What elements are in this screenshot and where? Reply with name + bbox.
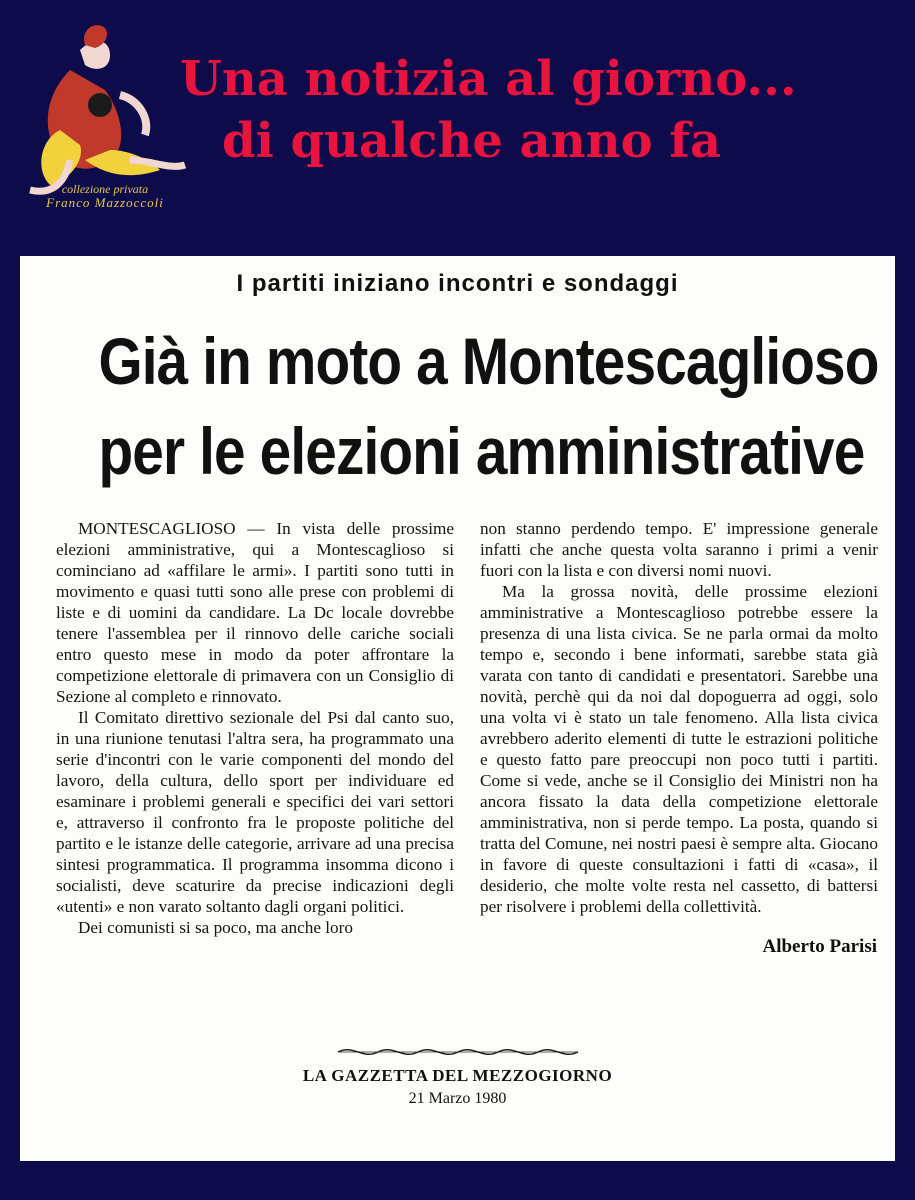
logo-caption-collection: collezione privata <box>61 182 149 196</box>
paragraph: Il Comitato direttivo sezionale del Psi dal canto suo, in una riunione tenutasi l'altra sera, ha programmato una serie d'incontri con le varie componenti del mondo del lavoro, della cultura, dello sport per individuare ed esaminare i problemi generali e specifici dei vari settori e, attraverso il confronto fra le proposte politiche del partito e le istanze delle categorie, arrivare ad una precisa sintesi programmatica. Il programma insomma dicono i socialisti, deve scaturire da precise indicazioni degli «utenti» e non varato soltanto dagli organi politici. <box>56 708 454 916</box>
ornament-divider <box>333 1044 583 1060</box>
logo-caption-name: Franco Mazzoccoli <box>46 195 164 210</box>
paragraph: MONTESCAGLIOSO — In vista delle prossime elezioni amministrative, qui a Montescaglioso si cominciano ad «affilare le armi». I partiti sono tutti in movimento e quasi tutti sono alle prese con problemi di liste e di uomini da candidare. La Dc locale dovrebbe tenere l'assemblea per il rinnovo delle cariche sociali entro questo mese in modo da poter affrontare la competizione elettorale di primavera con un Consiglio di Sezione al completo e rinnovato. <box>56 519 454 706</box>
paragraph: Dei comunisti si sa poco, ma anche loro <box>78 918 353 937</box>
newspaper-masthead <box>20 1044 895 1108</box>
logo-caption <box>20 182 190 210</box>
headline-line-2: per le elezioni amministrative <box>98 414 865 488</box>
header-line-1: Una notizia al giorno... <box>180 51 797 107</box>
publication-date: 21 Marzo 1980 <box>408 1090 507 1107</box>
paragraph: Ma la grossa novità, delle prossime elezioni amministrative a Montescaglioso potrebbe essere la presenza di una lista civica. Se ne parla ormai da molto tempo e, secondo i bene informati, sarebbe stata già varata con tanto di candidati e presentatori. Sarebbe una novità, perchè qui da noi dal dopoguerra ad oggi, solo una volta vi è stato un tale fenomeno. Alla lista civica avrebbero aderito elementi di tutte le estrazioni politiche e questo fatto pare preoccupi non poco tutti i partiti. Come si vede, anche se il Consiglio dei Ministri non ha ancora fissato la data della competizione elettorale amministrativa, non si perde tempo. La posta, quando si tratta del Comune, nei nostri paesi è sempre alta. Giocano in favore di queste consultazioni i fatti di «casa», il desiderio, che molte volte resta nel cassetto, di battersi per risolvere i problemi della collettività. <box>480 582 878 916</box>
page-header-title <box>140 48 880 172</box>
header-line-2: di qualche anno fa <box>222 113 722 169</box>
newspaper-name: LA GAZZETTA DEL MEZZOGIORNO <box>302 1066 613 1085</box>
article-column-left <box>56 518 454 938</box>
article-headline <box>98 316 879 496</box>
paragraph: non stanno perdendo tempo. E' impressione generale infatti che anche questa volta saranno i primi a venir fuori con la lista e con diversi nomi nuovi. <box>480 519 878 580</box>
article-byline: Alberto Parisi <box>762 936 877 957</box>
headline-line-1: Già in moto a Montescaglioso <box>98 324 879 398</box>
article-kicker: I partiti iniziano incontri e sondaggi <box>236 270 679 297</box>
article-column-right <box>480 518 878 917</box>
newspaper-clipping <box>20 256 895 1161</box>
